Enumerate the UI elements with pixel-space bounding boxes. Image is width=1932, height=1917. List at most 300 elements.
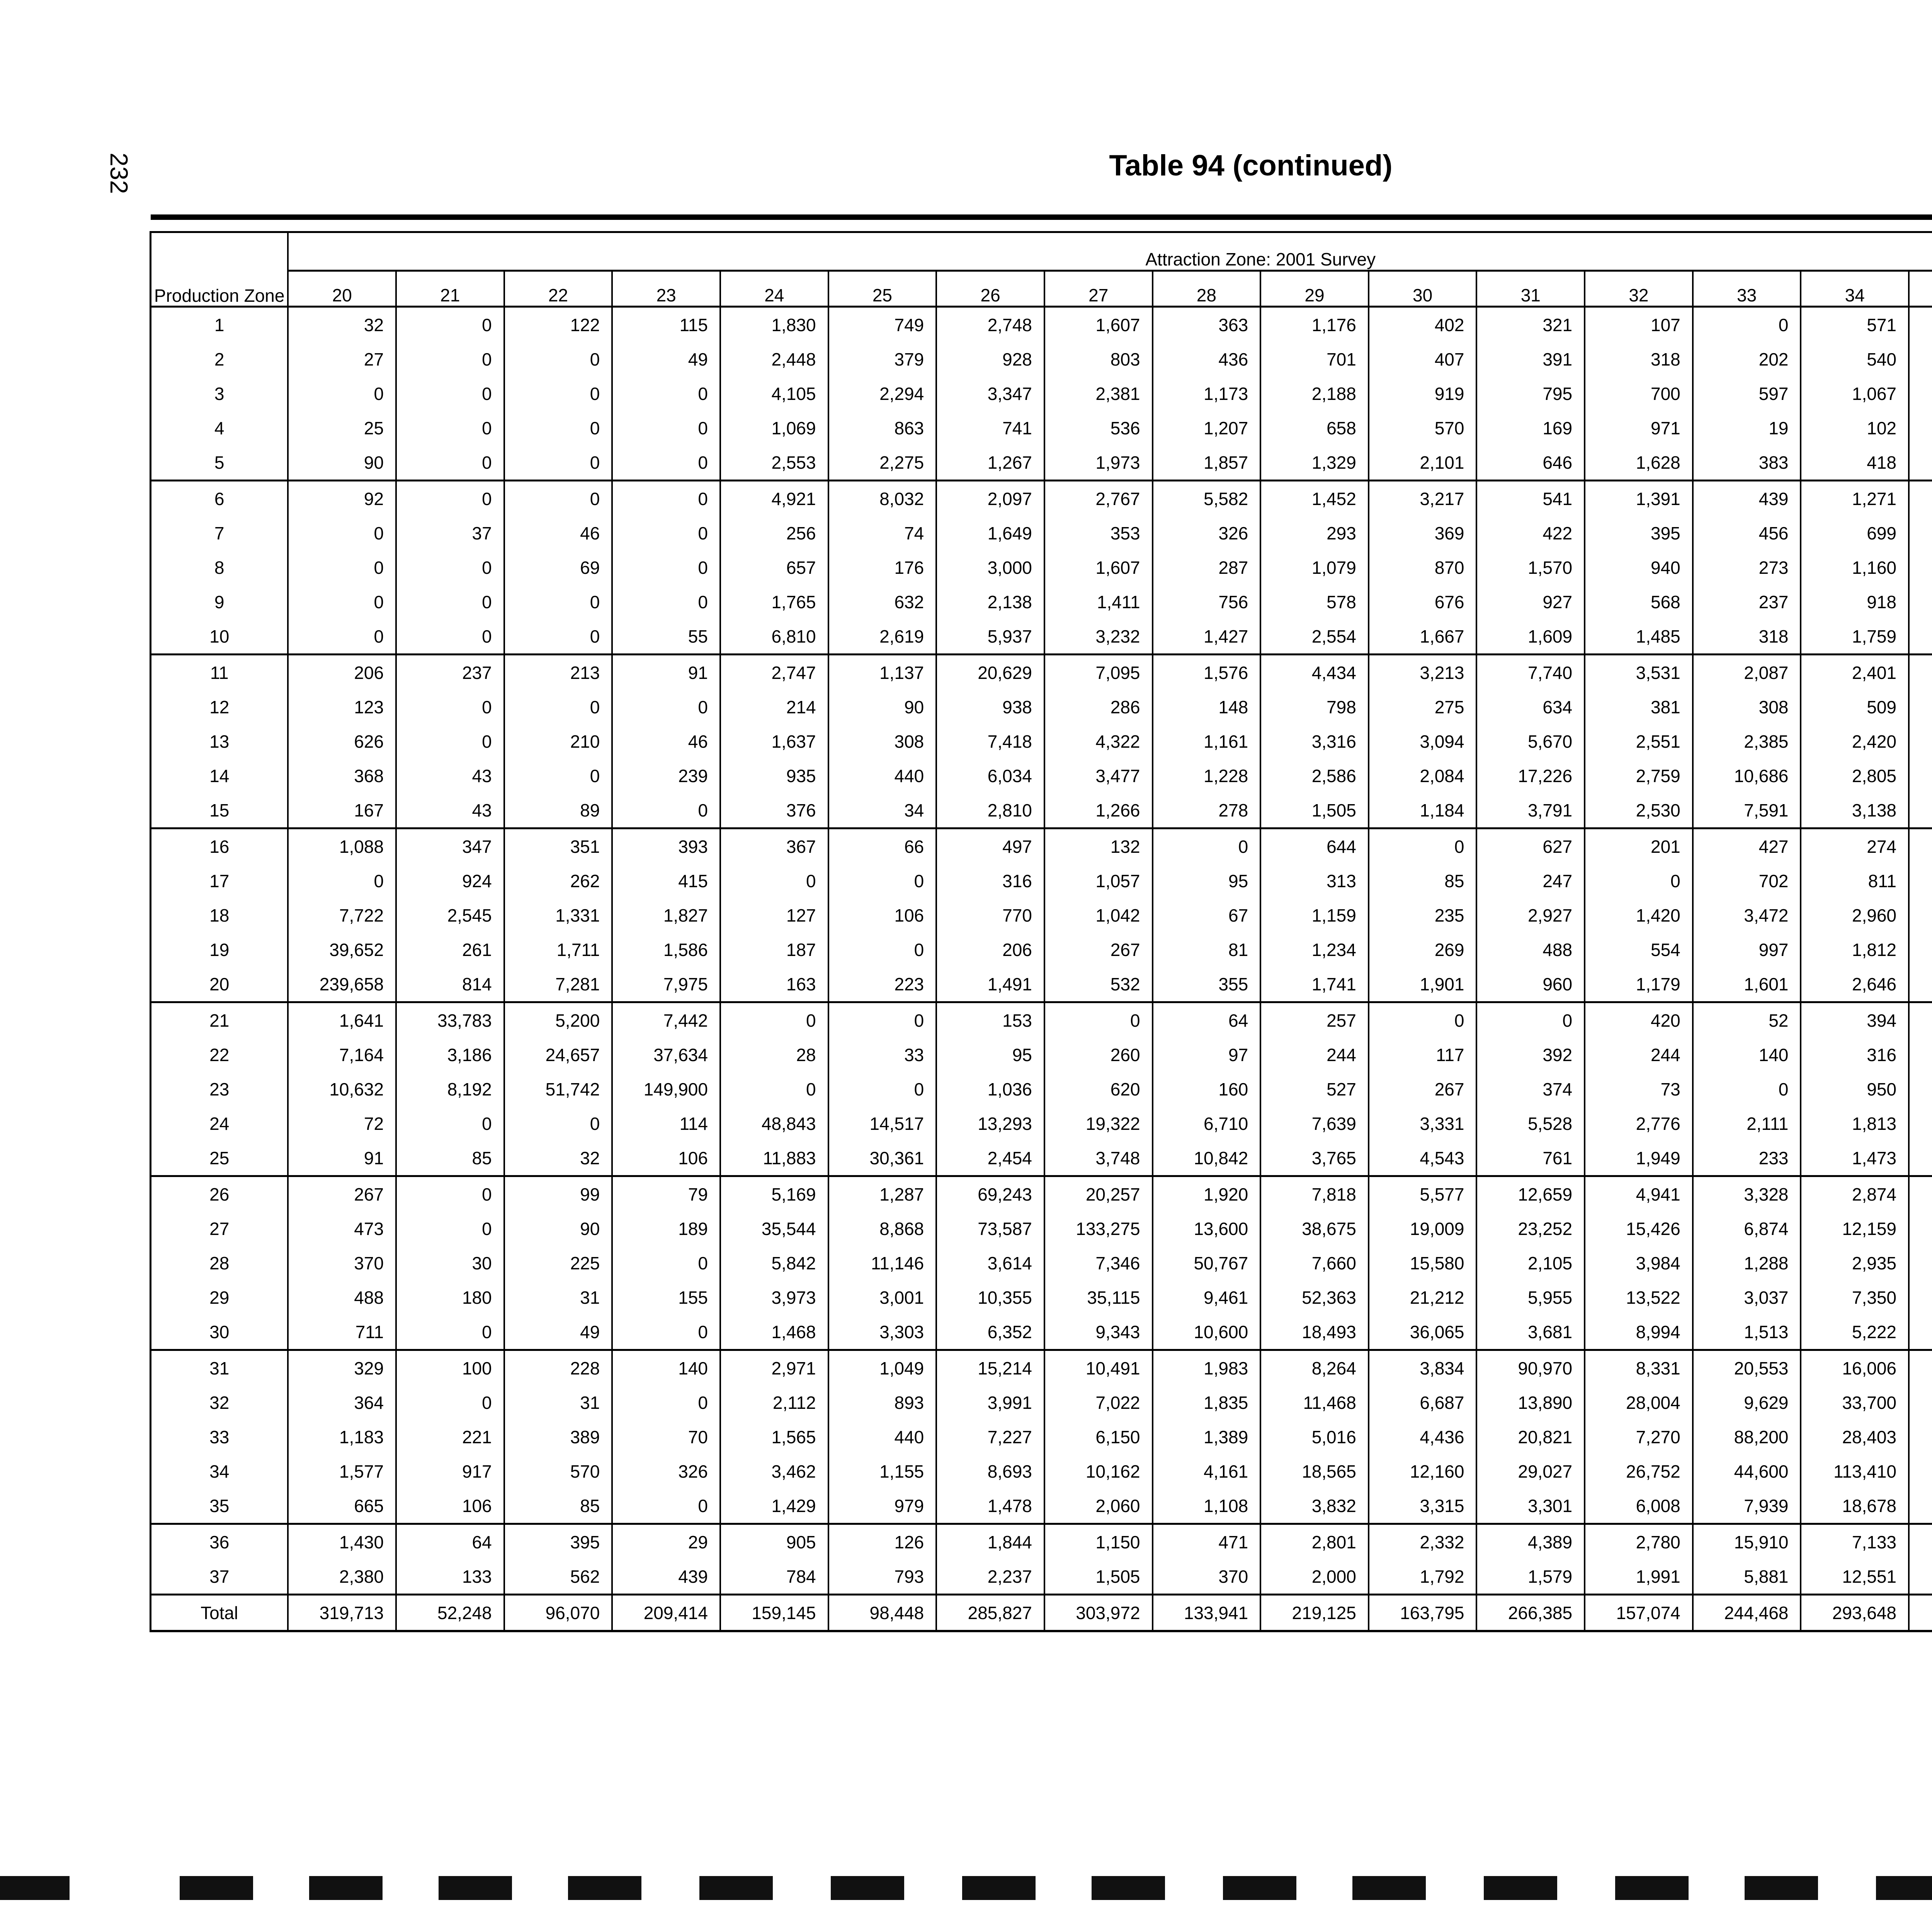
table-cell: 9,461 (1153, 1280, 1261, 1315)
table-cell: 811 (1801, 864, 1909, 898)
table-cell: 7,095 (1044, 655, 1153, 690)
table-cell: 1,759 (1801, 619, 1909, 655)
table-cell: 29 (612, 1524, 720, 1560)
table-cell: 7,442 (612, 1002, 720, 1038)
table-row (151, 793, 1932, 828)
table-cell: 126 (828, 1524, 937, 1560)
table-cell: 30,361 (828, 1141, 937, 1176)
table-cell: 527 (1260, 1072, 1369, 1106)
table-cell: 127 (720, 898, 828, 932)
table-cell: 133 (396, 1559, 504, 1595)
table-cell: 43 (396, 759, 504, 793)
table-cell: 1,179 (1585, 967, 1693, 1002)
table-row (151, 1315, 1932, 1350)
table-cell: 2,448 (720, 342, 828, 376)
table-cell: 379 (828, 342, 937, 376)
table-cell (1909, 898, 1932, 932)
table-cell (1909, 1106, 1932, 1141)
row-zone-label: 15 (151, 793, 288, 828)
table-cell: 2,927 (1476, 898, 1585, 932)
table-cell: 7,639 (1260, 1106, 1369, 1141)
table-cell: 0 (288, 585, 396, 619)
table-cell: 814 (396, 967, 504, 1002)
table-cell: 0 (288, 550, 396, 585)
table-cell: 244 (1585, 1038, 1693, 1072)
table-cell: 38,675 (1260, 1211, 1369, 1246)
table-cell: 0 (1369, 1002, 1477, 1038)
table-row (151, 1141, 1932, 1176)
table-cell: 798 (1260, 690, 1369, 724)
table-cell: 626 (288, 724, 396, 759)
column-total-cell: 96,070 (504, 1595, 612, 1631)
table-cell (1909, 759, 1932, 793)
binding-mark (831, 1876, 904, 1900)
table-cell: 3,331 (1369, 1106, 1477, 1141)
table-cell: 257 (1260, 1002, 1369, 1038)
table-row (151, 619, 1932, 655)
table-cell: 2,874 (1801, 1176, 1909, 1212)
table-cell: 17,226 (1476, 759, 1585, 793)
table-cell: 321 (1476, 307, 1585, 342)
table-cell: 938 (936, 690, 1044, 724)
table-cell: 140 (612, 1350, 720, 1386)
zone-column-header: 23 (612, 271, 720, 307)
column-total-cell: 133,941 (1153, 1595, 1261, 1631)
zone-column-header: 34 (1801, 271, 1909, 307)
table-row (151, 1385, 1932, 1420)
table-cell: 0 (396, 1106, 504, 1141)
binding-mark (0, 1876, 70, 1900)
row-zone-label: 11 (151, 655, 288, 690)
table-cell: 176 (828, 550, 937, 585)
table-cell: 0 (612, 550, 720, 585)
table-row (151, 1280, 1932, 1315)
table-cell: 711 (288, 1315, 396, 1350)
table-cell: 1,473 (1801, 1141, 1909, 1176)
table-cell: 5,582 (1153, 481, 1261, 516)
table-cell: 7,270 (1585, 1420, 1693, 1454)
table-cell: 0 (612, 411, 720, 445)
table-cell: 115 (612, 307, 720, 342)
table-cell: 91 (612, 655, 720, 690)
table-cell: 2,554 (1260, 619, 1369, 655)
table-cell: 0 (504, 411, 612, 445)
table-cell: 436 (1153, 342, 1261, 376)
table-cell (1909, 1280, 1932, 1315)
table-cell: 2,748 (936, 307, 1044, 342)
table-cell: 10,355 (936, 1280, 1044, 1315)
table-cell: 0 (612, 516, 720, 550)
table-cell: 918 (1801, 585, 1909, 619)
table-cell: 0 (396, 585, 504, 619)
table-cell: 0 (396, 550, 504, 585)
table-cell: 658 (1260, 411, 1369, 445)
table-cell (1909, 1246, 1932, 1280)
table-cell (1909, 1524, 1932, 1560)
table-cell: 7,660 (1260, 1246, 1369, 1280)
table-cell: 6,687 (1369, 1385, 1477, 1420)
table-cell: 1,228 (1153, 759, 1261, 793)
table-cell (1909, 1211, 1932, 1246)
table-cell: 3,232 (1044, 619, 1153, 655)
table-cell: 52 (1693, 1002, 1801, 1038)
table-cell: 418 (1801, 445, 1909, 481)
production-zone-header: Production Zone (151, 232, 288, 307)
table-cell: 237 (396, 655, 504, 690)
table-row (151, 516, 1932, 550)
table-cell: 6,352 (936, 1315, 1044, 1350)
table-cell: 33 (828, 1038, 937, 1072)
table-cell: 3,973 (720, 1280, 828, 1315)
table-cell: 2,810 (936, 793, 1044, 828)
table-cell: 0 (1153, 828, 1261, 864)
table-cell: 90 (504, 1211, 612, 1246)
table-cell: 3,681 (1476, 1315, 1585, 1350)
table-cell: 0 (612, 445, 720, 481)
table-cell: 160 (1153, 1072, 1261, 1106)
table-cell: 3,984 (1585, 1246, 1693, 1280)
table-cell: 37 (396, 516, 504, 550)
table-cell: 439 (612, 1559, 720, 1595)
binding-mark (1615, 1876, 1689, 1900)
table-cell: 0 (828, 1072, 937, 1106)
table-cell: 15,426 (1585, 1211, 1693, 1246)
zone-column-header: 29 (1260, 271, 1369, 307)
table-cell: 5,577 (1369, 1176, 1477, 1212)
table-cell: 0 (828, 932, 937, 967)
table-cell: 960 (1476, 967, 1585, 1002)
row-zone-label: 29 (151, 1280, 288, 1315)
table-row (151, 481, 1932, 516)
table-cell: 3,832 (1260, 1488, 1369, 1524)
table-cell: 92 (288, 481, 396, 516)
table-cell: 1,057 (1044, 864, 1153, 898)
table-cell: 273 (1693, 550, 1801, 585)
table-cell: 1,741 (1260, 967, 1369, 1002)
table-cell: 0 (1369, 828, 1477, 864)
table-cell: 1,485 (1585, 619, 1693, 655)
table-cell: 24,657 (504, 1038, 612, 1072)
table-cell: 2,545 (396, 898, 504, 932)
table-cell: 756 (1153, 585, 1261, 619)
table-cell: 106 (612, 1141, 720, 1176)
table-cell: 269 (1369, 932, 1477, 967)
table-cell: 1,513 (1693, 1315, 1801, 1350)
table-cell: 2,385 (1693, 724, 1801, 759)
row-zone-label: 36 (151, 1524, 288, 1560)
table-cell: 1,391 (1585, 481, 1693, 516)
column-total-cell: 98,448 (828, 1595, 937, 1631)
table-cell: 1,267 (936, 445, 1044, 481)
table-cell: 917 (396, 1454, 504, 1488)
table-cell: 1,505 (1260, 793, 1369, 828)
table-cell: 1,036 (936, 1072, 1044, 1106)
table-cell: 95 (936, 1038, 1044, 1072)
table-cell: 206 (288, 655, 396, 690)
table-cell: 3,477 (1044, 759, 1153, 793)
table-cell: 646 (1476, 445, 1585, 481)
table-cell (1909, 550, 1932, 585)
table-cell: 1,420 (1585, 898, 1693, 932)
table-row (151, 550, 1932, 585)
table-cell: 0 (612, 481, 720, 516)
table-cell: 905 (720, 1524, 828, 1560)
table-cell: 1,835 (1153, 1385, 1261, 1420)
table-cell: 971 (1585, 411, 1693, 445)
table-cell: 0 (288, 619, 396, 655)
table-cell: 2,801 (1260, 1524, 1369, 1560)
table-cell: 2,401 (1801, 655, 1909, 690)
table-cell: 0 (720, 1002, 828, 1038)
table-cell: 5,222 (1801, 1315, 1909, 1350)
table-cell: 267 (1369, 1072, 1477, 1106)
table-cell: 2,805 (1801, 759, 1909, 793)
table-cell: 2,935 (1801, 1246, 1909, 1280)
table-cell: 420 (1585, 1002, 1693, 1038)
table-cell: 8,264 (1260, 1350, 1369, 1386)
table-cell: 37,634 (612, 1038, 720, 1072)
table-cell: 0 (504, 376, 612, 411)
table-cell: 10,632 (288, 1072, 396, 1106)
table-cell: 278 (1153, 793, 1261, 828)
table-cell: 1,577 (288, 1454, 396, 1488)
table-row (151, 655, 1932, 690)
table-cell: 7,164 (288, 1038, 396, 1072)
table-cell: 761 (1476, 1141, 1585, 1176)
table-cell: 44,600 (1693, 1454, 1801, 1488)
table-cell: 8,032 (828, 481, 937, 516)
table-cell: 3,316 (1260, 724, 1369, 759)
table-cell: 1,576 (1153, 655, 1261, 690)
table-cell: 6,874 (1693, 1211, 1801, 1246)
table-cell: 0 (1044, 1002, 1153, 1038)
table-cell: 0 (396, 307, 504, 342)
table-cell: 18,493 (1260, 1315, 1369, 1350)
row-zone-label: 17 (151, 864, 288, 898)
zone-column-header (1909, 271, 1932, 307)
table-cell: 5,169 (720, 1176, 828, 1212)
table-cell: 90,970 (1476, 1350, 1585, 1386)
table-cell: 1,628 (1585, 445, 1693, 481)
table-cell: 4,543 (1369, 1141, 1477, 1176)
table-cell: 73,587 (936, 1211, 1044, 1246)
table-cell: 189 (612, 1211, 720, 1246)
table-cell: 415 (612, 864, 720, 898)
table-cell: 562 (504, 1559, 612, 1595)
table-cell (1909, 690, 1932, 724)
table-cell: 2,381 (1044, 376, 1153, 411)
table-cell: 3,303 (828, 1315, 937, 1350)
table-cell: 784 (720, 1559, 828, 1595)
table-row (151, 759, 1932, 793)
table-cell: 2,530 (1585, 793, 1693, 828)
table-cell: 33,700 (1801, 1385, 1909, 1420)
table-row (151, 724, 1932, 759)
column-total-cell: 219,125 (1260, 1595, 1369, 1631)
table-cell: 2,767 (1044, 481, 1153, 516)
table-cell: 488 (288, 1280, 396, 1315)
table-cell: 940 (1585, 550, 1693, 585)
table-cell: 18,678 (1801, 1488, 1909, 1524)
row-zone-label: 1 (151, 307, 288, 342)
table-cell: 1,234 (1260, 932, 1369, 967)
table-cell: 74 (828, 516, 937, 550)
table-cell: 15,214 (936, 1350, 1044, 1386)
binding-mark (1092, 1876, 1165, 1900)
table-cell (1909, 828, 1932, 864)
table-cell: 2,759 (1585, 759, 1693, 793)
table-cell: 114 (612, 1106, 720, 1141)
table-cell: 67 (1153, 898, 1261, 932)
table-cell: 4,389 (1476, 1524, 1585, 1560)
table-cell: 1,088 (288, 828, 396, 864)
table-cell: 0 (396, 1385, 504, 1420)
table-cell: 35,544 (720, 1211, 828, 1246)
column-total-cell: 293,648 (1801, 1595, 1909, 1631)
table-row (151, 1038, 1932, 1072)
table-row (151, 1454, 1932, 1488)
table-cell: 389 (504, 1420, 612, 1454)
table-cell: 702 (1693, 864, 1801, 898)
table-cell: 28 (720, 1038, 828, 1072)
table-cell: 439 (1693, 481, 1801, 516)
table-cell: 97 (1153, 1038, 1261, 1072)
table-cell: 2,380 (288, 1559, 396, 1595)
table-cell: 644 (1260, 828, 1369, 864)
zone-column-header: 20 (288, 271, 396, 307)
zone-header-row (151, 271, 1932, 307)
table-cell: 95 (1153, 864, 1261, 898)
table-cell: 0 (828, 864, 937, 898)
table-cell: 741 (936, 411, 1044, 445)
column-total-cell: 285,827 (936, 1595, 1044, 1631)
binding-mark (439, 1876, 512, 1900)
column-total-cell: 319,713 (288, 1595, 396, 1631)
table-cell: 0 (396, 445, 504, 481)
table-cell (1909, 1350, 1932, 1386)
table-cell: 1,207 (1153, 411, 1261, 445)
table-cell: 25 (288, 411, 396, 445)
binding-mark (1876, 1876, 1932, 1900)
row-zone-label: 31 (151, 1350, 288, 1386)
table-cell: 88,200 (1693, 1420, 1801, 1454)
table-cell (1909, 1454, 1932, 1488)
row-zone-label: 7 (151, 516, 288, 550)
table-cell: 12,160 (1369, 1454, 1477, 1488)
table-cell: 0 (396, 376, 504, 411)
table-cell: 394 (1801, 1002, 1909, 1038)
table-cell: 13,890 (1476, 1385, 1585, 1420)
table-cell: 27 (288, 342, 396, 376)
table-cell: 1,183 (288, 1420, 396, 1454)
table-cell: 239,658 (288, 967, 396, 1002)
table-cell: 19,009 (1369, 1211, 1477, 1246)
table-cell: 488 (1476, 932, 1585, 967)
table-cell: 201 (1585, 828, 1693, 864)
zone-column-header: 27 (1044, 271, 1153, 307)
table-cell: 33,783 (396, 1002, 504, 1038)
table-cell: 11,468 (1260, 1385, 1369, 1420)
table-cell: 1,049 (828, 1350, 937, 1386)
table-cell: 1,159 (1260, 898, 1369, 932)
table-cell: 2,097 (936, 481, 1044, 516)
table-cell: 0 (612, 1246, 720, 1280)
table-cell: 90 (828, 690, 937, 724)
table-cell: 1,601 (1693, 967, 1801, 1002)
table-cell: 1,991 (1585, 1559, 1693, 1595)
table-cell: 14,517 (828, 1106, 937, 1141)
table-cell: 863 (828, 411, 937, 445)
column-total-cell: 244,468 (1693, 1595, 1801, 1631)
table-cell: 0 (288, 376, 396, 411)
table-cell: 1,173 (1153, 376, 1261, 411)
table-cell: 1,607 (1044, 307, 1153, 342)
table-cell: 262 (504, 864, 612, 898)
table-cell: 407 (1369, 342, 1477, 376)
table-cell: 85 (504, 1488, 612, 1524)
table-cell: 440 (828, 1420, 937, 1454)
row-zone-label: 4 (151, 411, 288, 445)
table-cell: 7,350 (1801, 1280, 1909, 1315)
table-cell: 1,844 (936, 1524, 1044, 1560)
table-cell: 1,570 (1476, 550, 1585, 585)
table-cell: 46 (504, 516, 612, 550)
table-cell: 3,037 (1693, 1280, 1801, 1315)
table-cell: 55 (612, 619, 720, 655)
table-cell: 0 (612, 376, 720, 411)
table-cell: 1,830 (720, 307, 828, 342)
table-cell: 5,016 (1260, 1420, 1369, 1454)
column-total-cell (1909, 1595, 1932, 1631)
table-cell: 634 (1476, 690, 1585, 724)
table-cell: 1,266 (1044, 793, 1153, 828)
table-cell: 329 (288, 1350, 396, 1386)
zone-column-header: 24 (720, 271, 828, 307)
row-zone-label: 37 (151, 1559, 288, 1595)
table-cell: 3,991 (936, 1385, 1044, 1420)
table-cell: 318 (1585, 342, 1693, 376)
table-cell: 122 (504, 307, 612, 342)
table-cell (1909, 1315, 1932, 1350)
table-cell: 532 (1044, 967, 1153, 1002)
table-cell (1909, 932, 1932, 967)
column-total-cell: 209,414 (612, 1595, 720, 1631)
table-row (151, 864, 1932, 898)
table-cell: 1,389 (1153, 1420, 1261, 1454)
table-cell: 223 (828, 967, 937, 1002)
table-cell: 0 (1476, 1002, 1585, 1038)
table-cell: 48,843 (720, 1106, 828, 1141)
table-row (151, 1072, 1932, 1106)
table-cell: 0 (1585, 864, 1693, 898)
table-cell: 34 (828, 793, 937, 828)
table-cell: 1,505 (1044, 1559, 1153, 1595)
table-row (151, 1176, 1932, 1212)
table-cell: 1,949 (1585, 1141, 1693, 1176)
binding-mark (962, 1876, 1036, 1900)
binding-mark (568, 1876, 641, 1900)
row-zone-label: 30 (151, 1315, 288, 1350)
table-cell: 6,710 (1153, 1106, 1261, 1141)
table-cell: 699 (1801, 516, 1909, 550)
table-cell (1909, 793, 1932, 828)
table-cell: 924 (396, 864, 504, 898)
table-cell: 3,186 (396, 1038, 504, 1072)
column-total-cell: 266,385 (1476, 1595, 1585, 1631)
table-cell: 5,842 (720, 1246, 828, 1280)
table-cell: 308 (1693, 690, 1801, 724)
table-row (151, 828, 1932, 864)
